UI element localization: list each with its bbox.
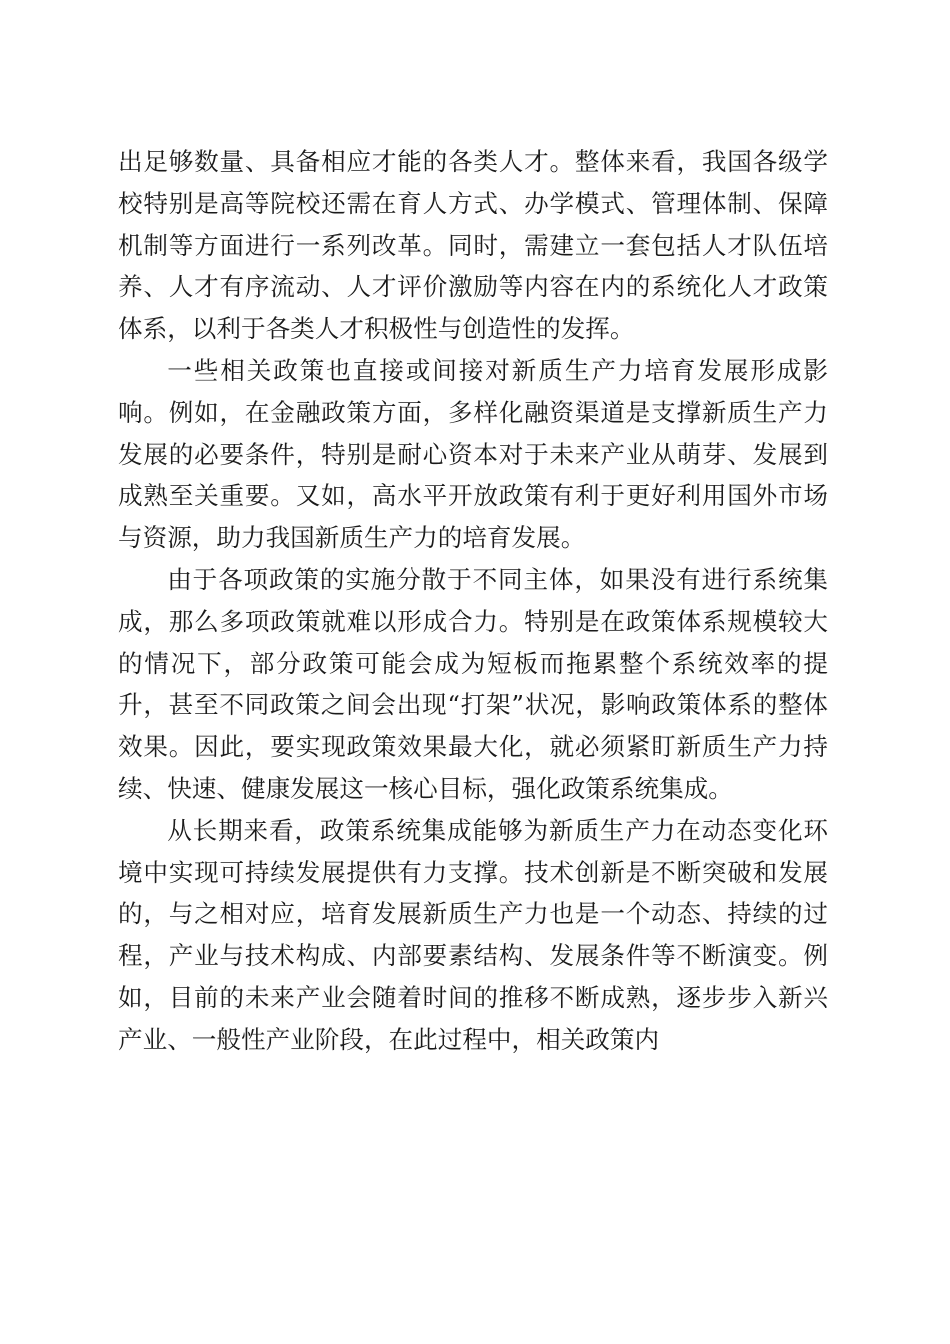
- paragraph: 从长期来看，政策系统集成能够为新质生产力在动态变化环境中实现可持续发展提供有力支撑。技术创新是不断突破和发展的，与之相对应，培育发展新质生产力也是一个动态、持续的过程，产业与技术构成、内部要素结构、发展条件等不断演变。例如，目前的未来产业会随着时间的推移不断成熟，逐步步入新兴产业、一般性产业阶段，在此过程中，相关政策内: [118, 815, 828, 1054]
- paragraph: 一些相关政策也直接或间接对新质生产力培育发展形成影响。例如，在金融政策方面，多样化融资渠道是支撑新质生产力发展的必要条件，特别是耐心资本对于未来产业从萌芽、发展到成熟至关重要。又如，高水平开放政策有利于更好利用国外市场与资源，助力我国新质生产力的培育发展。: [118, 355, 828, 553]
- document-body: [118, 141, 828, 1061]
- paragraph-continued: 出足够数量、具备相应才能的各类人才。整体来看，我国各级学校特别是高等院校还需在育人方式、办学模式、管理体制、保障机制等方面进行一系列改革。同时，需建立一套包括人才队伍培养、人才有序流动、人才评价激励等内容在内的系统化人才政策体系，以利于各类人才积极性与创造性的发挥。: [118, 147, 828, 344]
- paragraph: 由于各项政策的实施分散于不同主体，如果没有进行系统集成，那么多项政策就难以形成合力。特别是在政策体系规模较大的情况下，部分政策可能会成为短板而拖累整个系统效率的提升，甚至不同政策之间会出现“打架”状况，影响政策体系的整体效果。因此，要实现政策效果最大化，就必须紧盯新质生产力持续、快速、健康发展这一核心目标，强化政策系统集成。: [118, 564, 828, 803]
